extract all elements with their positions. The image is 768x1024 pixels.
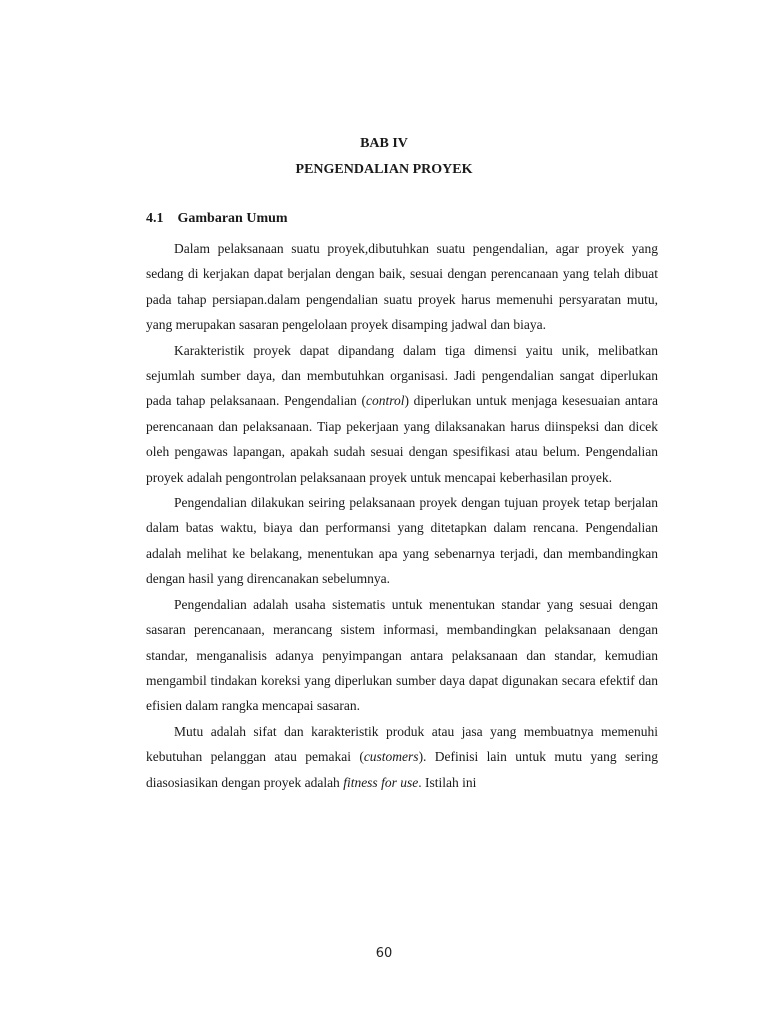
section-heading [146,211,288,227]
paragraph-2-part-2: ) diperlukan untuk menjaga kesesuaian antara perencanaan dan pelaksanaan. Tiap pekerjaan yang dilaksanakan harus diinspeksi dan dicek oleh pengawas lapangan, apakah sudah sesuai dengan spesifikasi atau belum. Pengendalian proyek adalah pengontrolan pelaksanaan proyek untuk mencapai keberhasilan proyek. [146,393,659,485]
paragraph-1: Dalam pelaksanaan suatu proyek,dibutuhkan suatu pengendalian, agar proyek yang sedang di kerjakan dapat berjalan dengan baik, sesuai dengan perencanaan yang telah dibuat pada tahap persiapan.dalam pengendalian suatu proyek harus memenuhi persyaratan mutu, yang merupakan sasaran pengelolaan proyek disamping jadwal dan biaya. [146,241,658,333]
paragraph-5-part-3: . Istilah ini [418,774,477,790]
paragraph-2-italic-term: control [365,393,405,409]
paragraph-5-part-2: ). Definisi lain untuk mutu yang sering diasosiasikan dengan proyek adalah [146,749,658,790]
body-text [146,236,658,795]
paragraph-2 [146,338,658,490]
paragraph-2-part-1: Karakteristik proyek dapat dipandang dalam tiga dimensi yaitu unik, melibatkan sejumlah sumber daya, dan membutuhkan organisasi. Jadi pengendalian sangat diperlukan pada tahap pelaksanaan. Pengendalian ( [146,342,658,409]
paragraph-5-part-1: Mutu adalah sifat dan karakteristik produk atau jasa yang membuatnya memenuhi kebutuhan pelanggan atau pemakai ( [146,723,658,765]
paragraph-5-italic-term-2: fitness for use [343,774,419,790]
paragraph-3: Pengendalian dilakukan seiring pelaksanaan proyek dengan tujuan proyek tetap berjalan dalam batas waktu, biaya dan performansi yang ditetapkan dalam rencana. Pengendalian adalah melihat ke belakang, menentukan apa yang sebenarnya terjadi, dan membandingkan dengan hasil yang direncanakan sebelumnya. [146,495,658,587]
section-title: Gambaran Umum [177,211,288,226]
paragraph-4: Pengendalian adalah usaha sistematis untuk menentukan standar yang sesuai dengan sasaran perencanaan, merancang sistem informasi, membandingkan pelaksanaan dengan standar, menganalisis adanya penyimpangan antara pelaksanaan dan standar, kemudian mengambil tindakan koreksi yang diperlukan sumber daya dapat digunakan secara efektif dan efisien dalam rangka mencapai sasaran. [146,596,658,714]
page-number: 60 [375,946,393,961]
chapter-number: BAB IV [360,136,408,151]
paragraph-5 [146,719,658,795]
chapter-title: PENGENDALIAN PROYEK [295,162,473,177]
section-number: 4.1 [146,211,164,226]
paragraph-5-italic-term-1: customers [363,749,419,765]
